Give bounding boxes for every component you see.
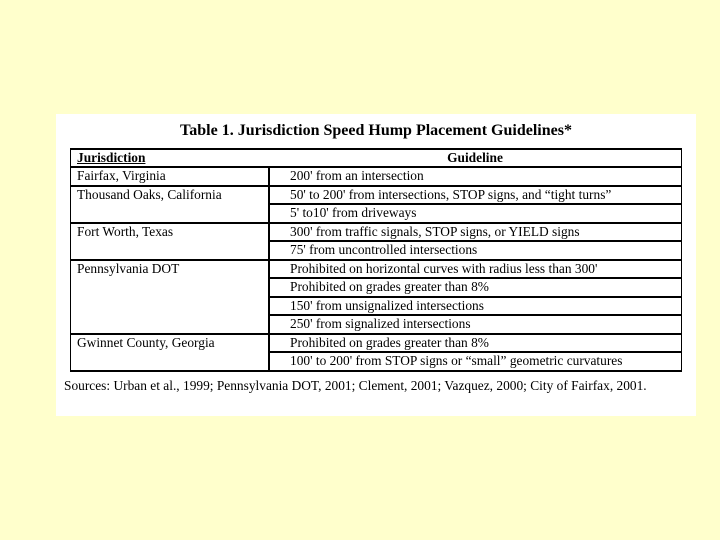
jurisdiction-cell: Fairfax, Virginia: [71, 167, 270, 186]
table-header-row: [71, 149, 682, 167]
guideline-cell: 100' to 200' from STOP signs or “small” geometric curvatures: [269, 352, 682, 371]
jurisdiction-cell: Pennsylvania DOT: [71, 260, 270, 334]
guidelines-table: [70, 148, 682, 372]
guideline-cell: Prohibited on grades greater than 8%: [269, 334, 682, 353]
table-row: [71, 334, 682, 353]
table-row: [71, 260, 682, 279]
sources-note: Sources: Urban et al., 1999; Pennsylvania DOT, 2001; Clement, 2001; Vazquez, 2000; City of Fairfax, 2001.: [64, 378, 647, 393]
table-row: [71, 167, 682, 186]
guideline-cell: 300' from traffic signals, STOP signs, or YIELD signs: [269, 223, 682, 242]
table-title: Table 1. Jurisdiction Speed Hump Placement Guidelines*: [180, 122, 572, 139]
guideline-cell: Prohibited on grades greater than 8%: [269, 278, 682, 297]
table-row: [71, 223, 682, 242]
guideline-cell: 250' from signalized intersections: [269, 315, 682, 334]
header-guideline: Guideline: [269, 149, 682, 167]
table-image: [56, 114, 696, 416]
guideline-cell: 5' to10' from driveways: [269, 204, 682, 223]
guideline-cell: Prohibited on horizontal curves with radius less than 300': [269, 260, 682, 279]
guideline-cell: 75' from uncontrolled intersections: [269, 241, 682, 260]
table-row: [71, 186, 682, 205]
jurisdiction-cell: Thousand Oaks, California: [71, 186, 270, 223]
jurisdiction-cell: Fort Worth, Texas: [71, 223, 270, 260]
guideline-cell: 50' to 200' from intersections, STOP signs, and “tight turns”: [269, 186, 682, 205]
header-jurisdiction: Jurisdiction: [71, 149, 270, 167]
guideline-cell: 200' from an intersection: [269, 167, 682, 186]
jurisdiction-cell: Gwinnet County, Georgia: [71, 334, 270, 371]
table-body: [71, 167, 682, 371]
guideline-cell: 150' from unsignalized intersections: [269, 297, 682, 316]
